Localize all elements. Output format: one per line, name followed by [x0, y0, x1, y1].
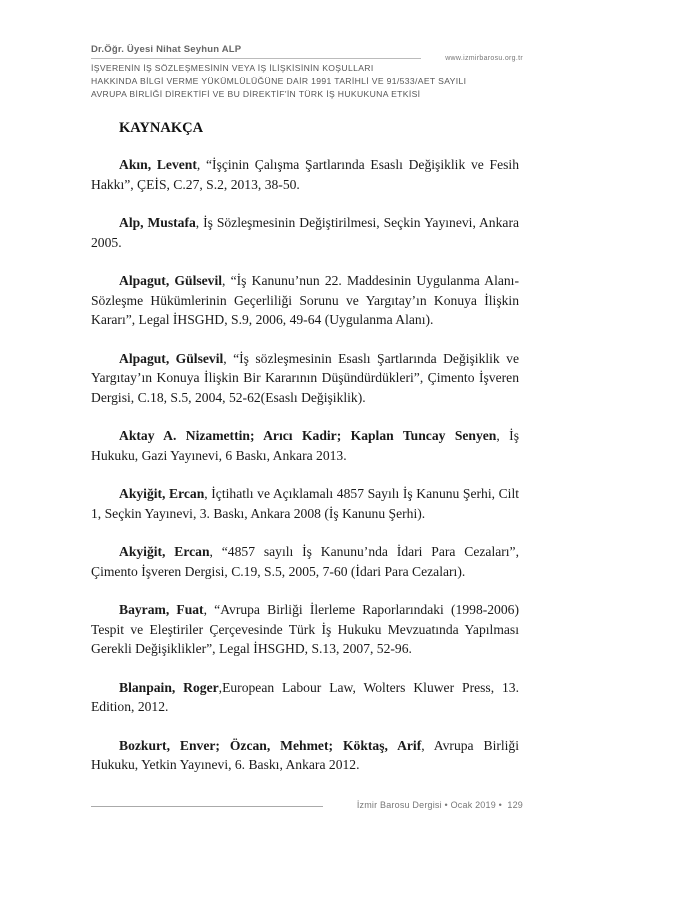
entry-text: , “Avrupa Birliği İlerleme Raporlarındaki (1998-2006) Tespit ve Eleştiriler Çerçevesinde Türk İş Hukuku Mevzuatında Yapılması Gerekli Değişiklikler”, Legal İHSGHD, S.13, 2007, 52-96. [91, 602, 519, 656]
entry-text: , Avrupa Birliği Hukuku, Yetkin Yayınevi, 6. Baskı, Ankara 2012. [91, 737, 519, 772]
bibliography-entry [91, 484, 519, 523]
footer-text [357, 800, 523, 810]
article-author: Dr.Öğr. Üyesi Nihat Seyhun ALP [91, 44, 242, 55]
page-footer [91, 796, 523, 826]
entry-author: Blanpain, Roger [119, 679, 219, 695]
bibliography-entry [91, 349, 519, 408]
bibliography-entry [91, 736, 519, 775]
entry-text: , “İşçinin Çalışma Şartlarında Esaslı Değişiklik ve Fesih Hakkı”, ÇEİS, C.27, S.2, 2013, 38-50. [91, 157, 520, 192]
article-title-line: HAKKINDA BİLGİ VERME YÜKÜMLÜLÜĞÜNE DAİR 1991 TARİHLİ VE 91/533/AET SAYILI [91, 76, 467, 86]
article-title-line: AVRUPA BİRLİĞİ DİREKTİFİ VE BU DİREKTİF'İN TÜRK İŞ HUKUKUNA ETKİSİ [91, 89, 421, 99]
entry-author: Akın, Levent [119, 157, 197, 172]
page-number: 129 [507, 800, 523, 810]
entry-author: Bayram, Fuat [119, 602, 204, 617]
bibliography-entry [91, 271, 519, 330]
entry-author: Alpagut, Gülsevil [119, 273, 223, 288]
entry-author: Alpagut, Gülsevil [119, 350, 224, 366]
page-header [91, 44, 523, 101]
bibliography-entry [91, 542, 519, 581]
entry-text: , “İş sözleşmesinin Esaslı Şartlarında Değişiklik ve Yargıtay’ın Konuya İlişkin Bir Kararının Düşündürdükleri”, Çimento İşveren Dergisi, C.18, S.5, 2004, 52-62(Esaslı Değişiklik). [91, 350, 520, 405]
article-title [91, 62, 523, 101]
entry-text: ,European Labour Law, Wolters Kluwer Press, 13. Edition, 2012. [91, 679, 519, 714]
bibliography-entry [91, 426, 519, 465]
website-url: www.izmirbarosu.org.tr [445, 55, 523, 62]
entry-text: , İçtihatlı ve Açıklamalı 4857 Sayılı İş Kanunu Şerhi, Cilt 1, Seçkin Yayınevi, 3. Baskı, Ankara 2008 (İş Kanunu Şerhi). [91, 486, 520, 521]
bibliography [91, 120, 519, 794]
section-title: KAYNAKÇA [119, 120, 204, 136]
article-title-line: İŞVERENİN İŞ SÖZLEŞMESİNİN VEYA İŞ İLİŞKİSİNİN KOŞULLARI [91, 63, 374, 73]
entry-text: , İş Hukuku, Gazi Yayınevi, 6 Baskı, Ankara 2013. [91, 428, 519, 463]
journal-name: İzmir Barosu Dergisi • Ocak 2019 • [356, 800, 502, 810]
entry-text: , İş Sözleşmesinin Değiştirilmesi, Seçkin Yayınevi, Ankara 2005. [91, 215, 519, 250]
bibliography-entry [91, 678, 519, 717]
entry-author: Bozkurt, Enver; Özcan, Mehmet; Köktaş, Arif [119, 737, 422, 753]
entry-text: , “İş Kanunu’nun 22. Maddesinin Uygulanma Alanı- Sözleşme Hükümlerinin Geçerliliği Sorunu ve Yargıtay’ın Konuya İlişkin Kararı”, Legal İHSGHD, S.9, 2006, 49-64 (Uygulanma Alanı). [91, 273, 519, 327]
header-divider [91, 58, 421, 59]
footer-divider [91, 806, 323, 807]
entry-author: Aktay A. Nizamettin; Arıcı Kadir; Kaplan Tuncay Senyen [119, 428, 497, 443]
bibliography-entry [91, 213, 519, 252]
bibliography-entry [91, 600, 519, 659]
entry-author: Akyiğit, Ercan [119, 544, 210, 559]
entry-author: Akyiğit, Ercan [119, 486, 205, 501]
bibliography-entry [91, 155, 519, 194]
entry-text: , “4857 sayılı İş Kanunu’nda İdari Para Cezaları”, Çimento İşveren Dergisi, C.19, S.5, 2005, 7-60 (İdari Para Cezaları). [91, 544, 519, 579]
entry-author: Alp, Mustafa [119, 215, 196, 230]
